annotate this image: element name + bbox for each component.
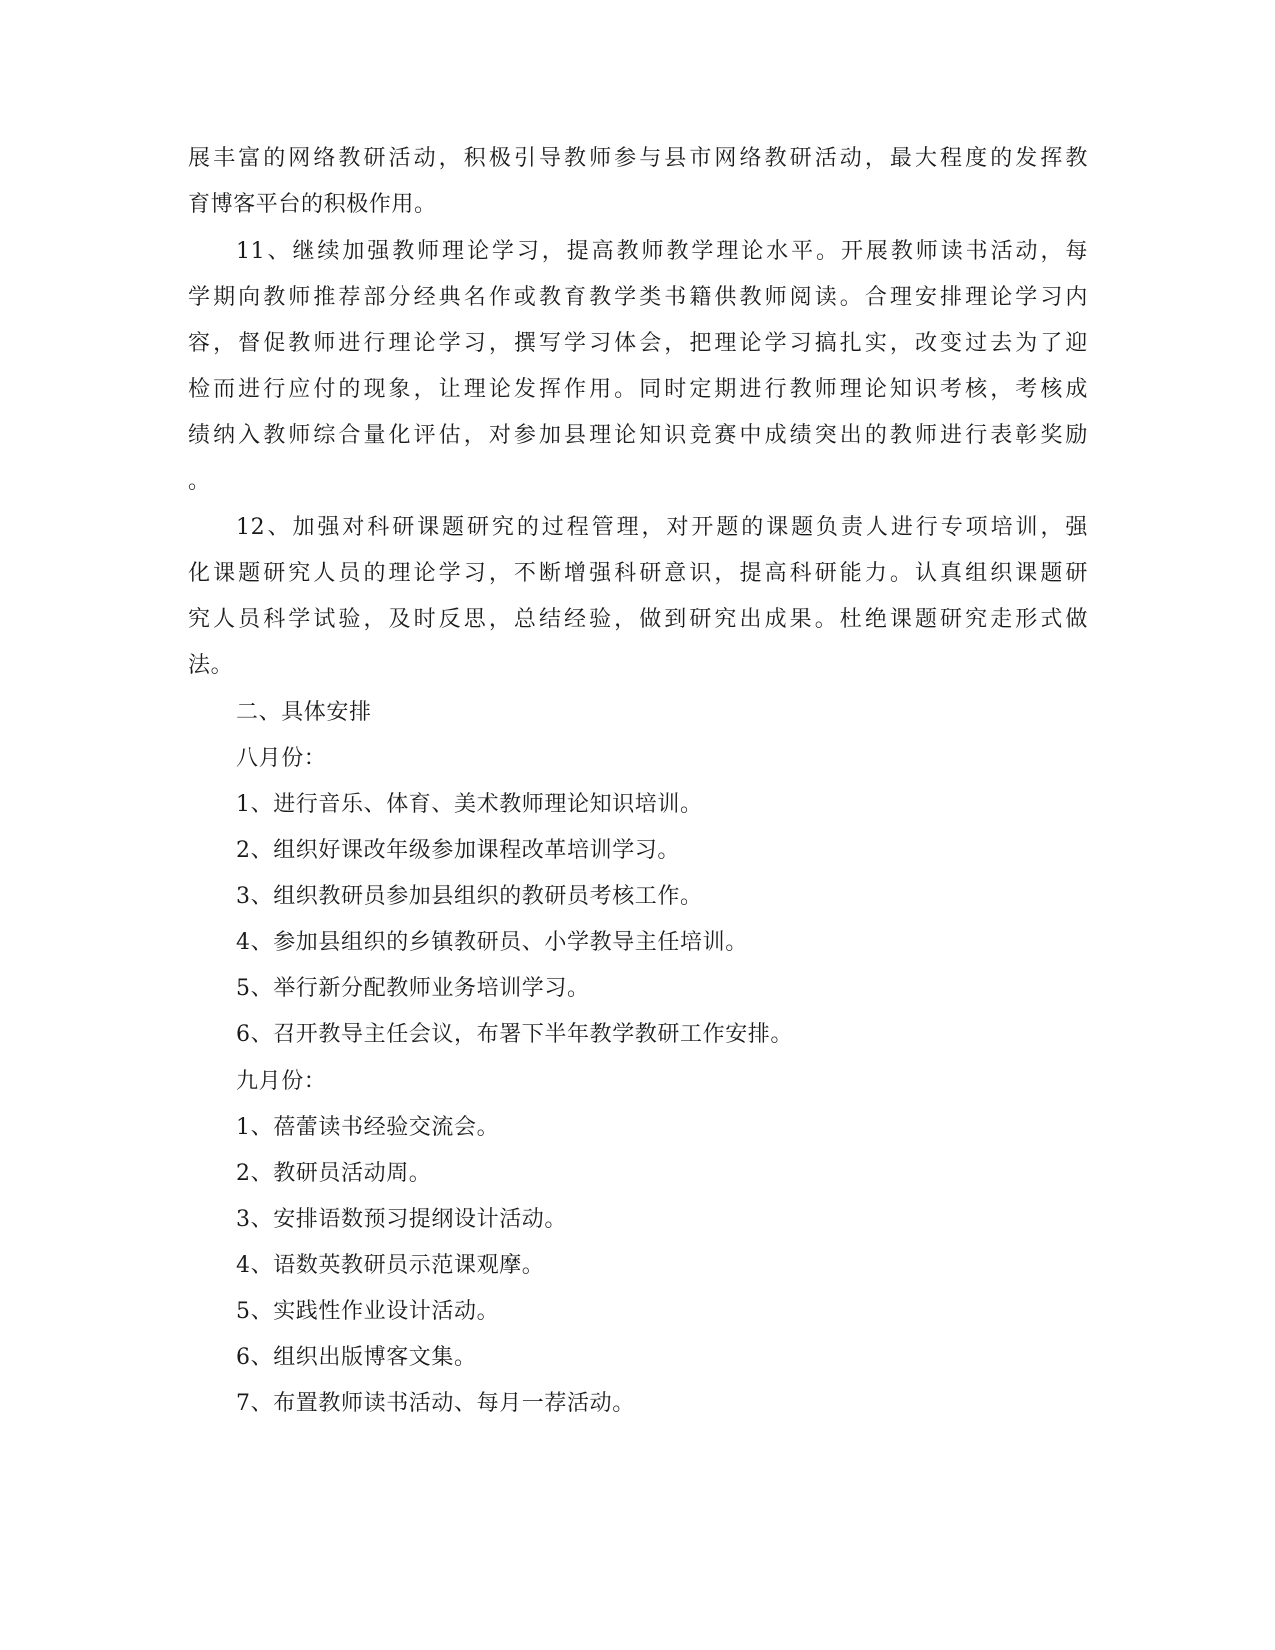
paragraph-11-line: 学期向教师推荐部分经典名作或教育教学类书籍供教师阅读。合理安排理论学习内 [188,285,1088,310]
paragraph-12-line: 12、加强对科研课题研究的过程管理，对开题的课题负责人进行专项培训，强 [236,515,1088,540]
month-heading-september: 九月份： [236,1069,327,1094]
list-item: 1、进行音乐、体育、美术教师理论知识培训。 [236,792,703,817]
paragraph-11-line: 。 [188,469,211,494]
paragraph-11-line: 绩纳入教师综合量化评估，对参加县理论知识竞赛中成绩突出的教师进行表彰奖励 [188,423,1088,448]
month-heading-august: 八月份： [236,746,327,771]
list-item: 3、安排语数预习提纲设计活动。 [236,1207,567,1232]
list-item: 2、教研员活动周。 [236,1161,432,1186]
list-item: 7、布置教师读书活动、每月一荐活动。 [236,1391,635,1416]
paragraph-12-line: 法。 [188,653,234,678]
list-item: 2、组织好课改年级参加课程改革培训学习。 [236,838,680,863]
list-item: 6、召开教导主任会议，布署下半年教学教研工作安排。 [236,1022,793,1047]
paragraph-10-line: 展丰富的网络教研活动，积极引导教师参与县市网络教研活动，最大程度的发挥教 [188,146,1088,171]
list-item: 4、参加县组织的乡镇教研员、小学教导主任培训。 [236,930,748,955]
list-item: 3、组织教研员参加县组织的教研员考核工作。 [236,884,703,909]
paragraph-11-line: 检而进行应付的现象，让理论发挥作用。同时定期进行教师理论知识考核，考核成 [188,377,1088,402]
paragraph-11-line: 容，督促教师进行理论学习，撰写学习体会，把理论学习搞扎实，改变过去为了迎 [188,331,1088,356]
list-item: 4、语数英教研员示范课观摩。 [236,1253,545,1278]
section-heading: 二、具体安排 [236,700,372,725]
paragraph-12-line: 化课题研究人员的理论学习，不断增强科研意识，提高科研能力。认真组织课题研 [188,561,1088,586]
list-item: 5、实践性作业设计活动。 [236,1299,500,1324]
paragraph-11-line: 11、继续加强教师理论学习，提高教师教学理论水平。开展教师读书活动，每 [236,239,1088,264]
paragraph-12-line: 究人员科学试验，及时反思，总结经验，做到研究出成果。杜绝课题研究走形式做 [188,607,1088,632]
list-item: 6、组织出版博客文集。 [236,1345,477,1370]
list-item: 1、蓓蕾读书经验交流会。 [236,1115,500,1140]
paragraph-10-line: 育博客平台的积极作用。 [188,192,437,217]
list-item: 5、举行新分配教师业务培训学习。 [236,976,590,1001]
